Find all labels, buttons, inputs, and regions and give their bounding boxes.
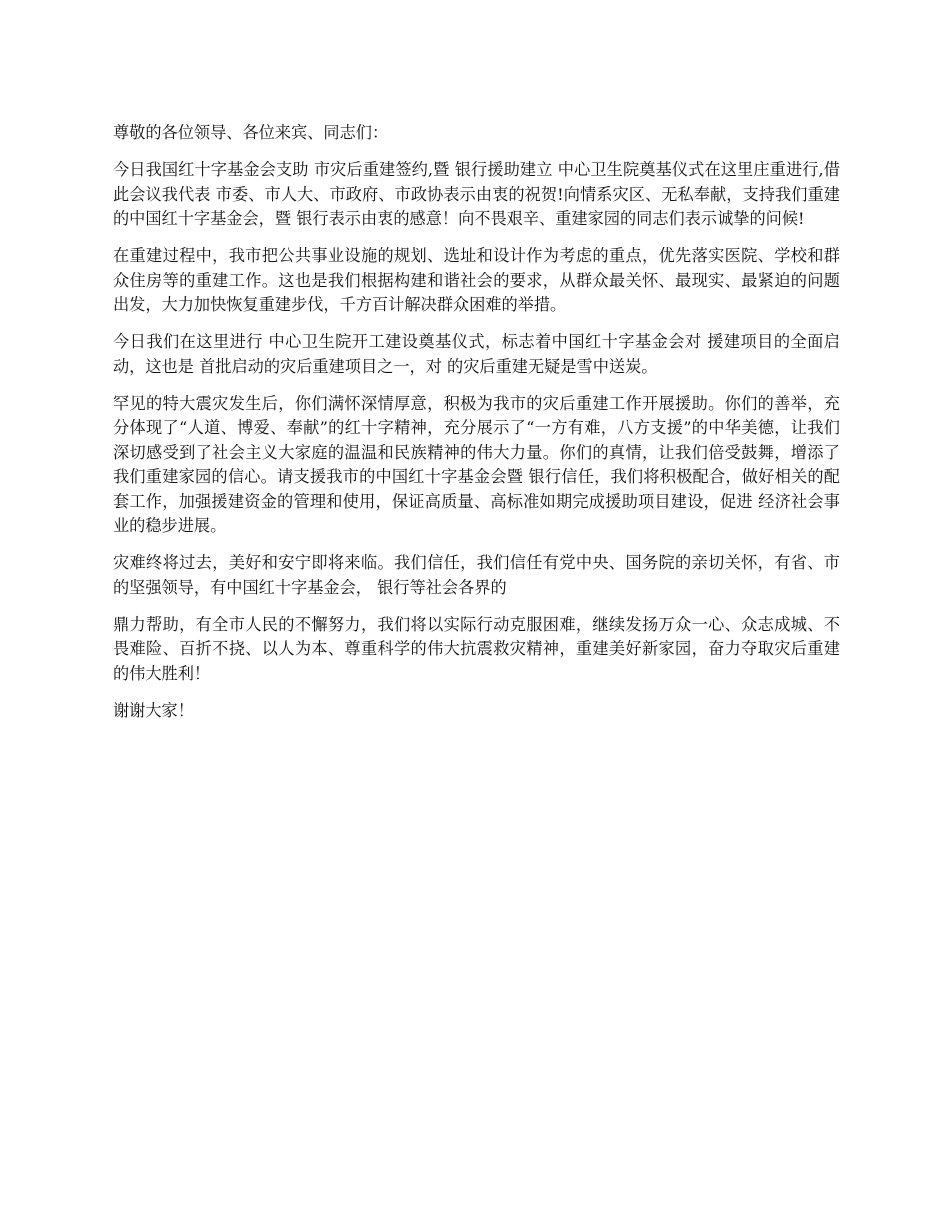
- paragraph-1: 今日我国红十字基金会支助 市灾后重建签约,暨 银行援助建立 中心卫生院奠基仪式在这里庄重进行,借此会议我代表 市委、市人大、市政府、市政协表示由衷的祝贺!向情系灾区、无私奉献，支持我们重建的中国红十字基金会，暨 银行表示由衷的感意！向不畏艰辛、重建家园的同志们表示诚挚的问候!: [113, 160, 840, 228]
- paragraph-5: 灾难终将过去，美好和安宁即将来临。我们信任，我们信任有党中央、国务院的亲切关怀，有省、市的坚强领导，有中国红十字基金会， 银行等社会各界的: [113, 553, 840, 597]
- greeting-line: 尊敬的各位领导、各位来宾、同志们：: [113, 123, 389, 142]
- speech-body: [113, 121, 840, 736]
- paragraph-6: 鼎力帮助，有全市人民的不懈努力，我们将以实际行动克服困难，继续发扬万众一心、众志成城、不畏难险、百折不挠、以人为本、尊重科学的伟大抗震救灾精神，重建美好新家园，奋力夺取灾后重建的伟大胜利！: [113, 614, 840, 683]
- closing-line: 谢谢大家！: [113, 700, 194, 720]
- paragraph-4: 罕见的特大震灾发生后，你们满怀深情厚意，积极为我市的灾后重建工作开展援助。你们的善举，充分体现了“人道、博爱、奉献”的红十字精神，充分展示了“一方有难，八方支援”的中华美德，让我们深切感受到了社会主义大家庭的温温和民族精神的伟大力量。你们的真情，让我们倍受鼓舞，增添了我们重建家园的信心。请支援我市的中国红十字基金会暨 银行信任，我们将积极配合，做好相关的配套工作，加强援建资金的管理和使用，保证高质量、高标准如期完成援助项目建设，促进 经济社会事业的稳步进展。: [113, 393, 840, 535]
- paragraph-3: 今日我们在这里进行 中心卫生院开工建设奠基仪式，标志着中国红十字基金会对 援建项目的全面启动，这也是 首批启动的灾后重建项目之一，对 的灾后重建无疑是雪中送炭。: [113, 332, 840, 376]
- paragraph-2: 在重建过程中，我市把公共事业设施的规划、选址和设计作为考虑的重点，优先落实医院、学校和群众住房等的重建工作。这也是我们根据构建和谐社会的要求，从群众最关怀、最现实、最紧迫的问题出发，大力加快恢复重建步伐，千方百计解决群众困难的举措。: [113, 246, 840, 314]
